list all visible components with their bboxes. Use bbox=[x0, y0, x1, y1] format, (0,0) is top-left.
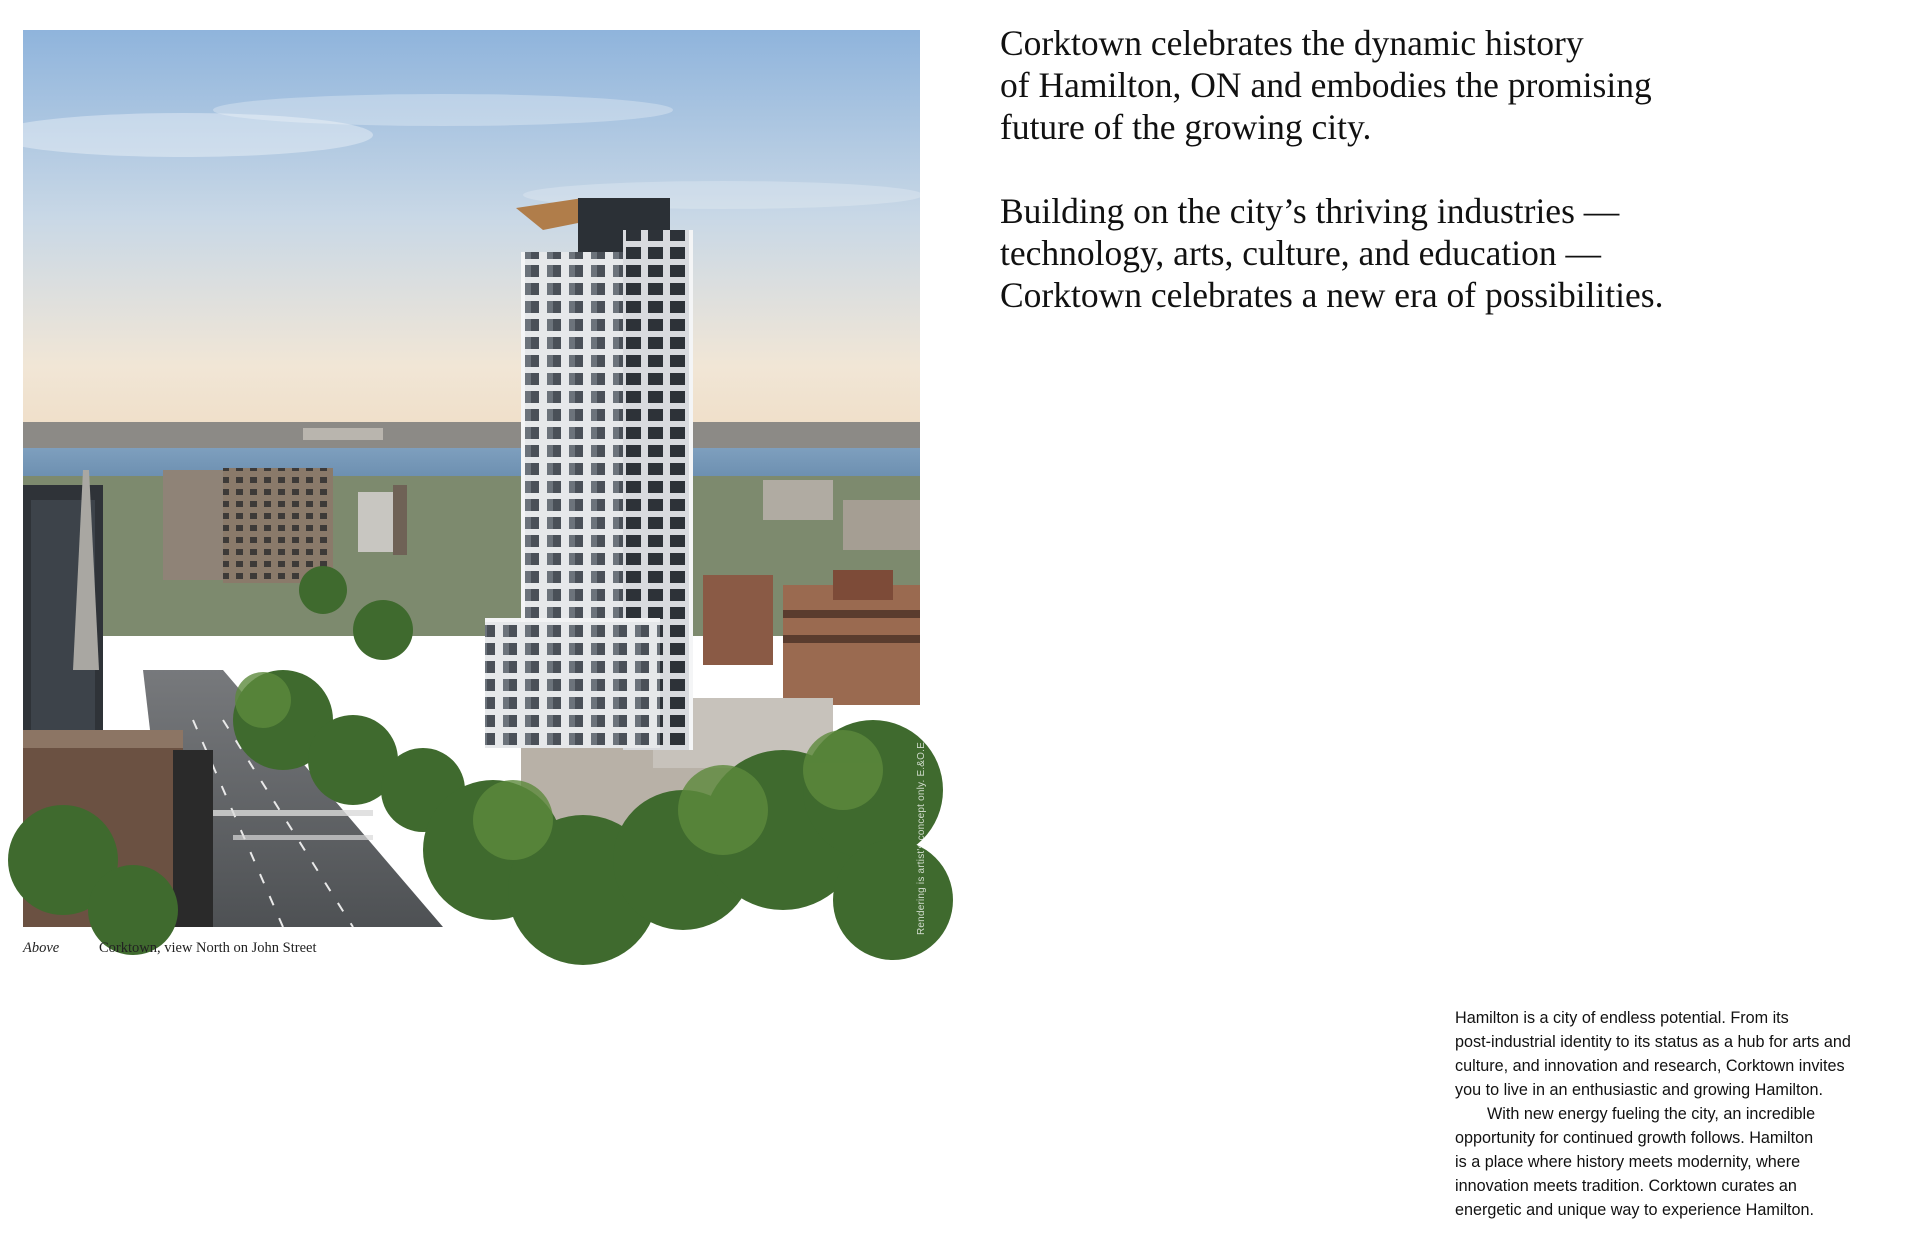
headline-text bbox=[1000, 22, 1760, 316]
body-paragraph: Hamilton is a city of endless potential. From its post-industrial identity to its status as a hub for arts and culture, and innovation and research, Corktown invites you to live in an enthusiastic and growing Hamilton. bbox=[1455, 1009, 1851, 1099]
tower-rendering-image bbox=[23, 30, 927, 935]
body-paragraph: With new energy fueling the city, an incredible opportunity for continued growth follows. Hamilton is a place where history meets modernity, where innovation meets tradition. Corktown curates an energetic and unique way to experience Hamilton. bbox=[1455, 1105, 1816, 1219]
headline-paragraph: Corktown celebrates the dynamic history of Hamilton, ON and embodies the promising future of the growing city. bbox=[1000, 23, 1652, 147]
caption-label: Above bbox=[23, 940, 60, 956]
image-credit: Rendering is artist's concept only. E.&O.E. bbox=[916, 739, 927, 935]
caption-text: Corktown, view North on John Street bbox=[99, 940, 317, 956]
body-copy bbox=[1455, 1006, 1895, 1222]
image-caption bbox=[23, 940, 316, 957]
headline-paragraph: Building on the city’s thriving industries — technology, arts, culture, and education — Corktown celebrates a new era of possibilities. bbox=[1000, 191, 1664, 315]
